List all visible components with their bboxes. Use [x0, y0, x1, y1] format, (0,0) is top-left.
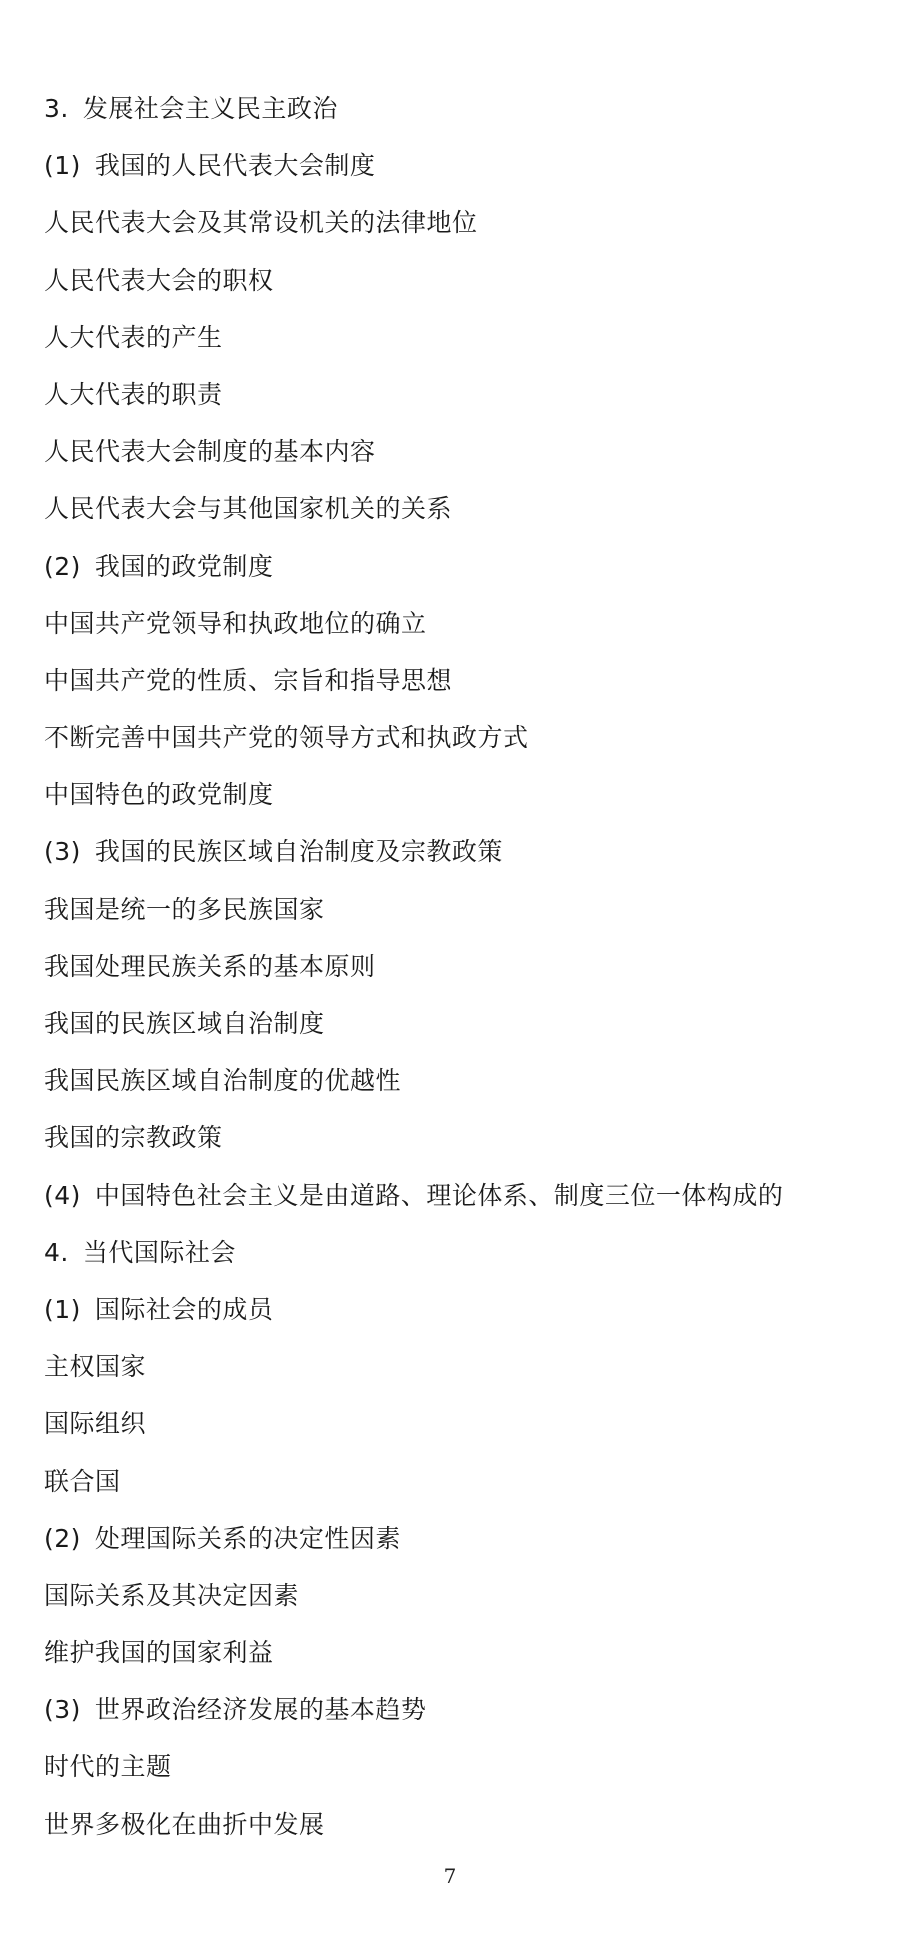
line-text: 主权国家: [44, 1352, 147, 1382]
line-text: 中国特色社会主义是由道路、理论体系、制度三位一体构成的: [94, 1180, 784, 1210]
heading-number: (4): [44, 1180, 81, 1210]
outline-heading: [44, 1167, 884, 1224]
outline-item: [44, 1453, 884, 1510]
line-text: 当代国际社会: [82, 1237, 236, 1267]
line-text: 中国特色的政党制度: [44, 780, 274, 810]
line-text: 中国共产党的性质、宗旨和指导思想: [44, 665, 453, 695]
heading-number: 3.: [44, 94, 69, 123]
outline-item: [44, 366, 884, 423]
outline-heading: [44, 80, 884, 137]
outline-item: [44, 423, 884, 480]
heading-number: (1): [44, 1294, 81, 1324]
heading-number: (3): [44, 1695, 81, 1725]
heading-number: (1): [44, 151, 81, 181]
outline-item: [44, 995, 884, 1052]
outline-heading: [44, 823, 884, 880]
line-text: 世界政治经济发展的基本趋势: [94, 1695, 427, 1725]
line-text: 我国的政党制度: [94, 551, 274, 581]
heading-number: 4.: [44, 1237, 69, 1267]
outline-item: [44, 938, 884, 995]
line-text: 人民代表大会及其常设机关的法律地位: [44, 208, 478, 238]
outline-item: [44, 1395, 884, 1452]
outline-heading: [44, 137, 884, 194]
outline-heading: [44, 1224, 884, 1281]
outline-item: [44, 652, 884, 709]
line-text: 时代的主题: [44, 1752, 172, 1782]
outline-item: [44, 309, 884, 366]
heading-number: (3): [44, 837, 81, 867]
line-text: 不断完善中国共产党的领导方式和执政方式: [44, 723, 529, 753]
line-text: 我国的民族区域自治制度: [44, 1009, 325, 1038]
heading-number: (2): [44, 551, 81, 581]
outline-heading: [44, 1281, 884, 1338]
outline-heading: [44, 1510, 884, 1567]
line-text: 国际社会的成员: [94, 1294, 274, 1324]
line-text: 人大代表的职责: [44, 379, 223, 409]
line-text: 世界多极化在曲折中发展: [44, 1809, 325, 1839]
line-text: 国际关系及其决定因素: [44, 1580, 300, 1610]
outline-item: [44, 1567, 884, 1624]
line-text: 我国的民族区域自治制度及宗教政策: [94, 837, 503, 867]
outline-item: [44, 1109, 884, 1166]
line-text: 我国处理民族关系的基本原则: [44, 951, 376, 981]
outline-list: [44, 80, 884, 1853]
outline-heading: [44, 538, 884, 595]
line-text: 维护我国的国家利益: [44, 1638, 274, 1668]
outline-item: [44, 194, 884, 251]
line-text: 人民代表大会与其他国家机关的关系: [44, 494, 453, 524]
line-text: 人民代表大会制度的基本内容: [44, 437, 376, 467]
outline-heading: [44, 1681, 884, 1738]
line-text: 中国共产党领导和执政地位的确立: [44, 608, 427, 638]
outline-item: [44, 1624, 884, 1681]
outline-item: [44, 1738, 884, 1795]
outline-item: [44, 595, 884, 652]
outline-item: [44, 1052, 884, 1109]
line-text: 人民代表大会的职权: [44, 265, 274, 295]
line-text: 处理国际关系的决定性因素: [94, 1523, 401, 1553]
outline-item: [44, 252, 884, 309]
outline-item: [44, 766, 884, 823]
line-text: 联合国: [44, 1466, 121, 1496]
line-text: 我国是统一的多民族国家: [44, 894, 325, 924]
outline-item: [44, 480, 884, 537]
outline-item: [44, 881, 884, 938]
outline-item: [44, 709, 884, 766]
line-text: 国际组织: [44, 1409, 147, 1439]
page-number: 7: [443, 1864, 457, 1888]
line-text: 人大代表的产生: [44, 322, 223, 352]
line-text: 发展社会主义民主政治: [82, 94, 338, 123]
heading-number: (2): [44, 1523, 81, 1553]
line-text: 我国的人民代表大会制度: [94, 151, 376, 181]
line-text: 我国的宗教政策: [44, 1123, 223, 1153]
outline-item: [44, 1796, 884, 1853]
outline-item: [44, 1338, 884, 1395]
line-text: 我国民族区域自治制度的优越性: [44, 1066, 402, 1096]
